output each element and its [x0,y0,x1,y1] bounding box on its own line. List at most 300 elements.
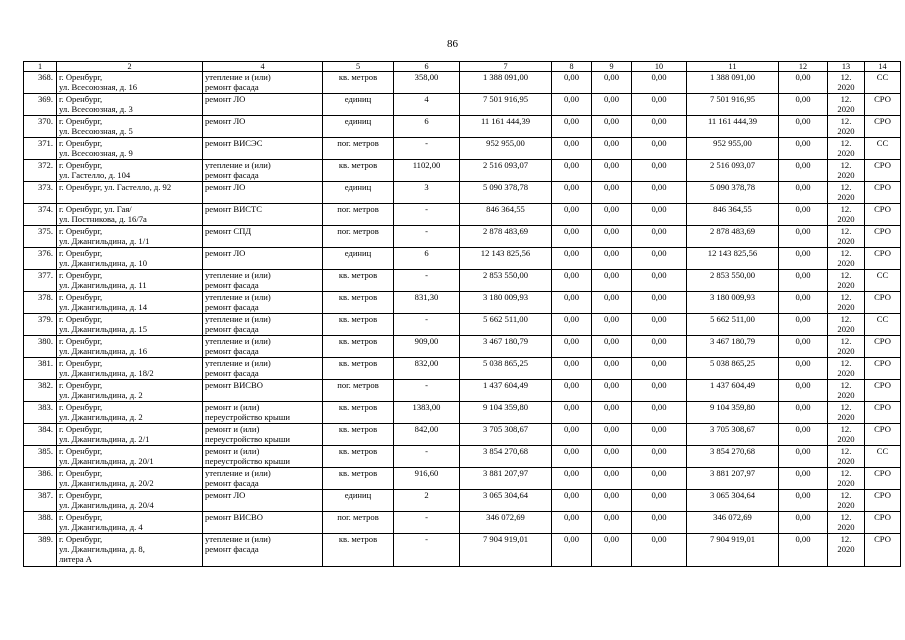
work-type-cell-line: ремонт ВИСВО [205,512,263,522]
work-type-cell-line: ремонт ЛО [205,94,246,104]
fund-cell: 0,00 [552,160,592,182]
deadline-cell-line: 2020 [837,148,855,158]
address-cell-line: г. Оренбург, [59,270,103,280]
deadline-cell-line: 2020 [837,236,855,246]
work-type-cell [203,248,323,270]
fund-cell: 0,00 [632,534,687,567]
total-cost-cell: 5 090 378,78 [460,182,552,204]
owner-funds-cell: 9 104 359,80 [687,402,779,424]
address-cell [57,292,203,314]
table-row [24,336,901,358]
address-cell [57,116,203,138]
quantity-cell: 3 [394,182,460,204]
owner-funds-cell: 12 143 825,56 [687,248,779,270]
fund-cell: 0,00 [592,534,632,567]
deadline-cell-line: 2020 [837,170,855,180]
work-type-cell [203,292,323,314]
fund-cell: 0,00 [552,358,592,380]
column-header: 14 [865,62,901,72]
work-type-cell-line: ремонт фасада [205,544,259,554]
fund-cell: 0,00 [592,204,632,226]
address-cell-line: ул. Джангильдина, д. 10 [59,258,147,268]
quantity-cell: - [394,314,460,336]
fund-cell: 0,00 [592,490,632,512]
table-row [24,226,901,248]
row-number-cell: 384. [24,424,57,446]
table-row [24,468,901,490]
method-cell: СРО [865,226,901,248]
quantity-cell: 4 [394,94,460,116]
address-cell-line: г. Оренбург, [59,292,103,302]
address-cell-line: ул. Джангильдина, д. 4 [59,522,143,532]
total-cost-cell: 3 065 304,64 [460,490,552,512]
row-number-cell: 373. [24,182,57,204]
owner-funds-cell: 3 467 180,79 [687,336,779,358]
fund-cell: 0,00 [592,468,632,490]
fund-cell: 0,00 [632,292,687,314]
other-funds-cell: 0,00 [779,336,828,358]
address-cell [57,94,203,116]
fund-cell: 0,00 [632,138,687,160]
address-cell-line: ул. Джангильдина, д. 20/1 [59,456,154,466]
deadline-cell-line: 12. [840,358,852,368]
deadline-cell-line: 2020 [837,346,855,356]
other-funds-cell: 0,00 [779,116,828,138]
owner-funds-cell: 2 516 093,07 [687,160,779,182]
address-cell-line: г. Оренбург, [59,358,103,368]
fund-cell: 0,00 [632,380,687,402]
deadline-cell [828,380,865,402]
deadline-cell-line: 12. [840,424,852,434]
fund-cell: 0,00 [552,292,592,314]
address-cell [57,380,203,402]
table-row [24,116,901,138]
address-cell-line: ул. Джангильдина, д. 20/2 [59,478,154,488]
fund-cell: 0,00 [632,248,687,270]
fund-cell: 0,00 [632,182,687,204]
row-number-cell: 372. [24,160,57,182]
other-funds-cell: 0,00 [779,292,828,314]
unit-cell: кв. метров [323,292,394,314]
address-cell-line: ул. Постникова, д. 16/7а [59,214,147,224]
work-type-cell-line: ремонт фасада [205,170,259,180]
total-cost-cell: 3 180 009,93 [460,292,552,314]
owner-funds-cell: 1 437 604,49 [687,380,779,402]
method-cell: СС [865,270,901,292]
other-funds-cell: 0,00 [779,534,828,567]
table-row [24,72,901,94]
deadline-cell [828,204,865,226]
fund-cell: 0,00 [592,72,632,94]
row-number-cell: 368. [24,72,57,94]
deadline-cell-line: 2020 [837,368,855,378]
fund-cell: 0,00 [592,160,632,182]
deadline-cell-line: 2020 [837,280,855,290]
deadline-cell-line: 12. [840,534,852,544]
row-number-cell: 385. [24,446,57,468]
row-number-cell: 381. [24,358,57,380]
work-type-cell-line: ремонт ВИСЭС [205,138,263,148]
owner-funds-cell: 3 065 304,64 [687,490,779,512]
work-type-cell [203,380,323,402]
other-funds-cell: 0,00 [779,424,828,446]
deadline-cell-line: 12. [840,490,852,500]
table-row [24,270,901,292]
address-cell-line: литера А [59,554,92,564]
row-number-cell: 374. [24,204,57,226]
fund-cell: 0,00 [552,94,592,116]
other-funds-cell: 0,00 [779,72,828,94]
address-cell-line: г. Оренбург, [59,160,103,170]
column-header: 6 [394,62,460,72]
fund-cell: 0,00 [592,248,632,270]
row-number-cell: 375. [24,226,57,248]
owner-funds-cell: 5 662 511,00 [687,314,779,336]
fund-cell: 0,00 [552,116,592,138]
work-type-cell-line: ремонт фасада [205,82,259,92]
work-type-cell-line: ремонт ЛО [205,182,246,192]
unit-cell: кв. метров [323,446,394,468]
address-cell-line: ул. Всесоюзная, д. 9 [59,148,133,158]
deadline-cell-line: 2020 [837,456,855,466]
owner-funds-cell: 846 364,55 [687,204,779,226]
fund-cell: 0,00 [592,380,632,402]
method-cell: СРО [865,336,901,358]
work-type-cell [203,116,323,138]
fund-cell: 0,00 [592,138,632,160]
work-type-cell [203,490,323,512]
work-type-cell-line: утепление и (или) [205,270,271,280]
table-row [24,534,901,567]
method-cell: СС [865,72,901,94]
owner-funds-cell: 3 180 009,93 [687,292,779,314]
deadline-cell-line: 12. [840,270,852,280]
address-cell-line: ул. Джангильдина, д. 1/1 [59,236,150,246]
fund-cell: 0,00 [632,314,687,336]
other-funds-cell: 0,00 [779,248,828,270]
deadline-cell [828,72,865,94]
address-cell-line: г. Оренбург, [59,116,103,126]
fund-cell: 0,00 [552,380,592,402]
column-header: 4 [203,62,323,72]
unit-cell: единиц [323,248,394,270]
address-cell-line: г. Оренбург, [59,138,103,148]
column-header: 11 [687,62,779,72]
unit-cell: кв. метров [323,72,394,94]
fund-cell: 0,00 [592,270,632,292]
fund-cell: 0,00 [632,160,687,182]
table-row [24,182,901,204]
work-type-cell [203,336,323,358]
table-row [24,358,901,380]
quantity-cell: 358,00 [394,72,460,94]
deadline-cell-line: 2020 [837,544,855,554]
table-row [24,490,901,512]
fund-cell: 0,00 [552,402,592,424]
address-cell [57,270,203,292]
fund-cell: 0,00 [632,270,687,292]
table-row [24,446,901,468]
method-cell: СРО [865,512,901,534]
fund-cell: 0,00 [552,72,592,94]
column-header: 7 [460,62,552,72]
deadline-cell [828,226,865,248]
unit-cell: кв. метров [323,358,394,380]
table-row [24,314,901,336]
unit-cell: пог. метров [323,380,394,402]
method-cell: СС [865,138,901,160]
total-cost-cell: 7 904 919,01 [460,534,552,567]
deadline-cell-line: 12. [840,248,852,258]
other-funds-cell: 0,00 [779,204,828,226]
quantity-cell: - [394,512,460,534]
total-cost-cell: 7 501 916,95 [460,94,552,116]
deadline-cell-line: 2020 [837,126,855,136]
fund-cell: 0,00 [592,116,632,138]
quantity-cell: 6 [394,248,460,270]
address-cell-line: ул. Джангильдина, д. 2 [59,390,143,400]
total-cost-cell: 846 364,55 [460,204,552,226]
deadline-cell [828,160,865,182]
address-cell [57,490,203,512]
address-cell-line: ул. Джангильдина, д. 16 [59,346,147,356]
row-number-cell: 370. [24,116,57,138]
work-type-cell-line: переустройство крыши [205,456,290,466]
other-funds-cell: 0,00 [779,468,828,490]
address-cell-line: г. Оренбург, ул. Гастелло, д. 92 [59,182,172,192]
row-number-cell: 382. [24,380,57,402]
fund-cell: 0,00 [632,336,687,358]
unit-cell: пог. метров [323,512,394,534]
fund-cell: 0,00 [632,94,687,116]
unit-cell: пог. метров [323,138,394,160]
method-cell: СРО [865,292,901,314]
address-cell [57,446,203,468]
deadline-cell-line: 2020 [837,500,855,510]
column-header: 12 [779,62,828,72]
total-cost-cell: 12 143 825,56 [460,248,552,270]
address-cell-line: г. Оренбург, [59,336,103,346]
address-cell-line: г. Оренбург, [59,402,103,412]
deadline-cell [828,446,865,468]
work-type-cell-line: ремонт и (или) [205,424,260,434]
deadline-cell-line: 2020 [837,302,855,312]
work-type-cell-line: ремонт ВИСТС [205,204,263,214]
owner-funds-cell: 7 501 916,95 [687,94,779,116]
total-cost-cell: 1 388 091,00 [460,72,552,94]
address-cell [57,314,203,336]
fund-cell: 0,00 [632,424,687,446]
address-cell-line: ул. Джангильдина, д. 18/2 [59,368,154,378]
fund-cell: 0,00 [632,402,687,424]
quantity-cell: 1102,00 [394,160,460,182]
work-type-cell-line: ремонт фасада [205,302,259,312]
address-cell [57,512,203,534]
column-header: 1 [24,62,57,72]
owner-funds-cell: 3 854 270,68 [687,446,779,468]
unit-cell: единиц [323,94,394,116]
row-number-cell: 371. [24,138,57,160]
deadline-cell [828,248,865,270]
quantity-cell: 916,60 [394,468,460,490]
deadline-cell [828,94,865,116]
address-cell [57,424,203,446]
fund-cell: 0,00 [632,512,687,534]
table-row [24,248,901,270]
fund-cell: 0,00 [632,72,687,94]
method-cell: СС [865,314,901,336]
other-funds-cell: 0,00 [779,446,828,468]
column-header: 9 [592,62,632,72]
fund-cell: 0,00 [552,446,592,468]
address-cell [57,402,203,424]
address-cell-line: ул. Гастелло, д. 104 [59,170,131,180]
address-cell-line: ул. Джангильдина, д. 2/1 [59,434,150,444]
method-cell: СС [865,446,901,468]
deadline-cell-line: 12. [840,380,852,390]
fund-cell: 0,00 [552,336,592,358]
deadline-cell-line: 12. [840,446,852,456]
unit-cell: кв. метров [323,402,394,424]
address-cell [57,160,203,182]
other-funds-cell: 0,00 [779,314,828,336]
address-cell-line: ул. Джангильдина, д. 14 [59,302,147,312]
other-funds-cell: 0,00 [779,402,828,424]
fund-cell: 0,00 [552,490,592,512]
address-cell-line: г. Оренбург, [59,424,103,434]
work-type-cell-line: ремонт фасада [205,368,259,378]
work-type-cell-line: ремонт ЛО [205,248,246,258]
deadline-cell-line: 12. [840,116,852,126]
unit-cell: единиц [323,490,394,512]
method-cell: СРО [865,468,901,490]
address-cell-line: ул. Всесоюзная, д. 5 [59,126,133,136]
fund-cell: 0,00 [632,116,687,138]
owner-funds-cell: 3 881 207,97 [687,468,779,490]
work-type-cell-line: утепление и (или) [205,292,271,302]
work-type-cell [203,204,323,226]
deadline-cell [828,116,865,138]
row-number-cell: 369. [24,94,57,116]
other-funds-cell: 0,00 [779,512,828,534]
work-type-cell-line: ремонт и (или) [205,446,260,456]
column-header: 8 [552,62,592,72]
address-cell [57,336,203,358]
work-type-cell-line: ремонт фасада [205,478,259,488]
fund-cell: 0,00 [632,446,687,468]
work-type-cell-line: ремонт фасада [205,346,259,356]
method-cell: СРО [865,182,901,204]
address-cell-line: г. Оренбург, [59,226,103,236]
fund-cell: 0,00 [592,226,632,248]
total-cost-cell: 11 161 444,39 [460,116,552,138]
method-cell: СРО [865,358,901,380]
fund-cell: 0,00 [592,358,632,380]
total-cost-cell: 3 467 180,79 [460,336,552,358]
method-cell: СРО [865,490,901,512]
quantity-cell: - [394,270,460,292]
owner-funds-cell: 1 388 091,00 [687,72,779,94]
unit-cell: кв. метров [323,468,394,490]
other-funds-cell: 0,00 [779,358,828,380]
table-row [24,204,901,226]
work-type-cell-line: утепление и (или) [205,358,271,368]
fund-cell: 0,00 [552,270,592,292]
total-cost-cell: 2 878 483,69 [460,226,552,248]
deadline-cell [828,490,865,512]
deadline-cell [828,534,865,567]
owner-funds-cell: 346 072,69 [687,512,779,534]
address-cell-line: г. Оренбург, [59,248,103,258]
fund-cell: 0,00 [552,512,592,534]
row-number-cell: 389. [24,534,57,567]
work-type-cell-line: ремонт фасада [205,324,259,334]
owner-funds-cell: 11 161 444,39 [687,116,779,138]
fund-cell: 0,00 [592,512,632,534]
fund-cell: 0,00 [552,468,592,490]
table-row [24,402,901,424]
work-type-cell-line: ремонт и (или) [205,402,260,412]
work-type-cell-line: переустройство крыши [205,412,290,422]
quantity-cell: 6 [394,116,460,138]
fund-cell: 0,00 [592,336,632,358]
page-number: 86 [447,38,458,50]
deadline-cell-line: 2020 [837,478,855,488]
work-type-cell [203,446,323,468]
total-cost-cell: 3 881 207,97 [460,468,552,490]
work-type-cell-line: ремонт СПД [205,226,252,236]
owner-funds-cell: 2 853 550,00 [687,270,779,292]
work-type-cell-line: ремонт фасада [205,280,259,290]
row-number-cell: 378. [24,292,57,314]
work-type-cell [203,424,323,446]
fund-cell: 0,00 [552,138,592,160]
deadline-cell [828,270,865,292]
unit-cell: единиц [323,182,394,204]
quantity-cell: - [394,534,460,567]
quantity-cell: - [394,446,460,468]
method-cell: СРО [865,248,901,270]
quantity-cell: 1383,00 [394,402,460,424]
total-cost-cell: 1 437 604,49 [460,380,552,402]
fund-cell: 0,00 [552,226,592,248]
unit-cell: кв. метров [323,160,394,182]
address-cell-line: г. Оренбург, [59,94,103,104]
work-type-cell [203,226,323,248]
work-type-cell [203,270,323,292]
column-header: 13 [828,62,865,72]
work-type-cell-line: ремонт ВИСВО [205,380,263,390]
column-header: 5 [323,62,394,72]
table-row [24,160,901,182]
method-cell: СРО [865,424,901,446]
address-cell [57,72,203,94]
address-cell-line: г. Оренбург, [59,380,103,390]
deadline-cell [828,336,865,358]
deadline-cell [828,292,865,314]
address-cell [57,534,203,567]
quantity-cell: - [394,380,460,402]
deadline-cell-line: 12. [840,512,852,522]
work-type-cell [203,402,323,424]
fund-cell: 0,00 [592,446,632,468]
other-funds-cell: 0,00 [779,270,828,292]
address-cell [57,248,203,270]
row-number-cell: 380. [24,336,57,358]
owner-funds-cell: 5 038 865,25 [687,358,779,380]
total-cost-cell: 5 038 865,25 [460,358,552,380]
total-cost-cell: 5 662 511,00 [460,314,552,336]
